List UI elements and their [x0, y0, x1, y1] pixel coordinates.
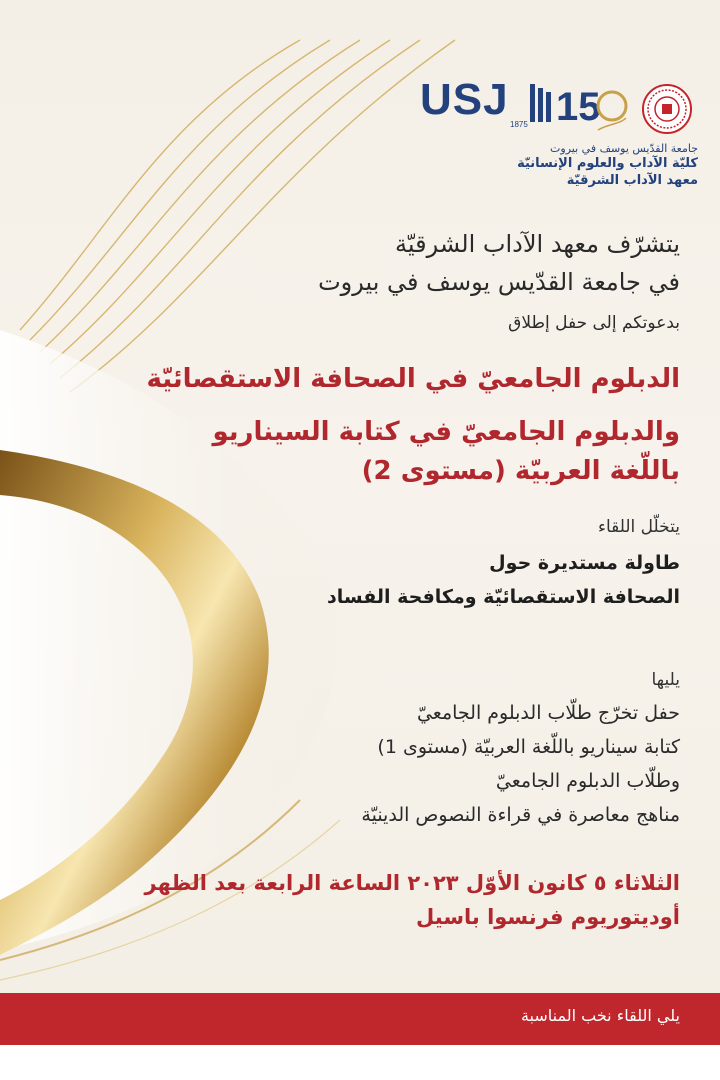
graduation-intro: يليها — [651, 670, 680, 690]
university-logo — [418, 75, 698, 188]
panel-title-2: الصحافة الاستقصائيّة ومكافحة الفساد — [326, 586, 680, 608]
university-seal-icon — [642, 84, 692, 134]
bottom-margin — [0, 1045, 720, 1080]
event-datetime: الثلاثاء ٥ كانون الأوّل ٢٠٢٣ الساعة الرابعة بعد الظهر — [144, 871, 680, 895]
anniversary-150-icon — [528, 78, 628, 134]
program-title-3: باللّغة العربيّة (مستوى 2) — [361, 456, 680, 486]
founding-year: 1875 — [510, 120, 528, 129]
logo-institute-name: معهد الآداب الشرقيّة — [566, 173, 698, 188]
panel-intro: يتخلّل اللقاء — [597, 517, 680, 537]
program-title-1: الدبلوم الجامعيّ في الصحافة الاستقصائيّة — [146, 364, 680, 394]
event-venue: أوديتوريوم فرنسوا باسيل — [416, 905, 680, 929]
svg-text:15: 15 — [556, 85, 601, 129]
logo-faculty-name: كليّة الآداب والعلوم الإنسانيّة — [517, 156, 698, 171]
graduation-line-4: مناهج معاصرة في قراءة النصوص الدينيّة — [361, 804, 680, 826]
panel-title-1: طاولة مستديرة حول — [489, 552, 680, 574]
intro-line-2: في جامعة القدّيس يوسف في بيروت — [318, 268, 680, 296]
graduation-line-3: وطلّاب الدبلوم الجامعيّ — [495, 770, 680, 792]
graduation-line-1: حفل تخرّج طلّاب الدبلوم الجامعيّ — [416, 702, 680, 724]
intro-line-1: يتشرّف معهد الآداب الشرقيّة — [395, 230, 680, 258]
logo-university-name: جامعة القدّيس يوسف في بيروت — [550, 142, 698, 155]
usj-150-logo — [418, 75, 698, 140]
usj-wordmark: USJ — [420, 75, 509, 124]
invite-line: بدعوتكم إلى حفل إطلاق — [508, 313, 680, 333]
footer-bar — [0, 993, 720, 1045]
graduation-line-2: كتابة سيناريو باللّغة العربيّة (مستوى 1) — [377, 736, 680, 758]
program-title-2: والدبلوم الجامعيّ في كتابة السيناريو — [212, 417, 680, 447]
footer-text: يلي اللقاء نخب المناسبة — [520, 1006, 680, 1025]
